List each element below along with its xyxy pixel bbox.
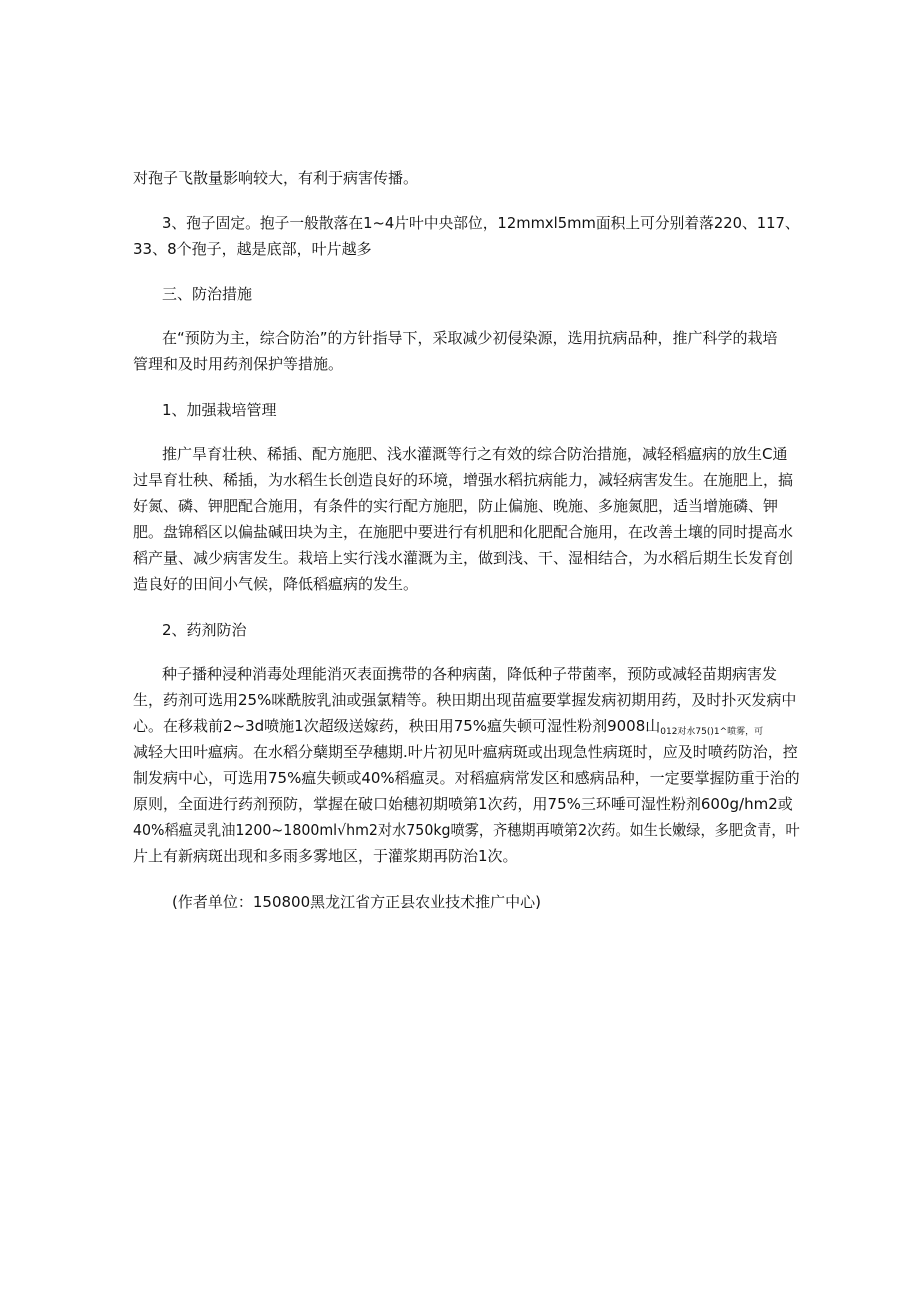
text-line: 在“预防为主，综合防治”的方针指导下，采取减少初侵染源，选用抗病品种，推广科学的栽培 [162, 329, 778, 347]
text-line: 3、孢子固定。抱子一般散落在1~4片叶中央部位，12mmxl5mm面积上可分别着落220、117、 [162, 214, 800, 232]
subsection-heading: 1、加强栽培管理 [162, 401, 277, 419]
subsection-heading: 2、药剂防治 [162, 621, 247, 639]
text-line: 减轻大田叶瘟病。在水稻分蘖期至孕穗期.叶片初见叶瘟病斑或出现急性病斑时，应及时喷药防治，控 [133, 743, 798, 761]
text-line: 过旱育壮秧、稀插，为水稻生长创造良好的环境，增强水稻抗病能力，减轻病害发生。在施肥上，搞 [133, 471, 794, 489]
text-segment: 心。在移栽前2~3d喷施1次超级送嫁药，秧田用75%瘟失顿可湿性粉剂9008山 [133, 717, 661, 735]
text-line: 管理和及时用药剂保护等措施。 [133, 355, 344, 373]
text-line: 生，药剂可选用25%咪酰胺乳油或强氯精等。秧田期出现苗瘟要掌握发病初期用药，及时扑灭发病中 [133, 691, 797, 709]
text-line: 肥。盘锦稻区以偏盐碱田块为主，在施肥中要进行有机肥和化肥配合施用，在改善土壤的同时提高水 [133, 523, 794, 541]
text-line: 对孢子飞散量影响较大，有利于病害传播。 [133, 169, 419, 187]
text-line: 40%稻瘟灵乳油1200~1800ml√hm2对水750kg喷雾，齐穗期再喷第2次药。如生长嫩绿，多肥贪青，叶 [133, 821, 800, 839]
text-line: 造良好的田间小气候，降低稻瘟病的发生。 [133, 575, 419, 593]
section-heading: 三、防治措施 [162, 285, 253, 303]
text-line [133, 716, 763, 742]
text-line: 稻产量、减少病害发生。栽培上实行浅水灌溉为主，做到浅、干、湿相结合，为水稻后期生长发育创 [133, 549, 794, 567]
text-line: 原则，全面进行药剂预防，掌握在破口始穗初期喷第1次药，用75%三环唾可湿性粉剂600g/hm2或 [133, 795, 793, 813]
text-line: 种子播种浸种消毒处理能消灭表面携带的各种病菌，降低种子带菌率，预防或减轻苗期病害发 [162, 665, 778, 683]
text-segment: 012对水75()1^喷雾，可 [660, 727, 764, 737]
text-line: 33、8个孢子，越是底部，叶片越多 [133, 240, 372, 258]
text-line: 推广旱育壮秧、稀插、配方施肥、浅水灌溉等行之有效的综合防治措施，减轻稻瘟病的放生C通 [162, 445, 788, 463]
author-affiliation: (作者单位：150800黑龙江省方正县农业技术推广中心) [172, 893, 541, 911]
text-line: 好氮、磷、钾肥配合施用，有条件的实行配方施肥，防止偏施、晚施、多施氮肥，适当增施磷、钾 [133, 497, 779, 515]
text-line: 制发病中心，可选用75%瘟失顿或40%稻瘟灵。对稻瘟病常发区和感病品种，一定要掌握防重于治的 [133, 769, 800, 787]
text-line: 片上有新病斑出现和多雨多雾地区，于灌浆期再防治1次。 [133, 847, 518, 865]
